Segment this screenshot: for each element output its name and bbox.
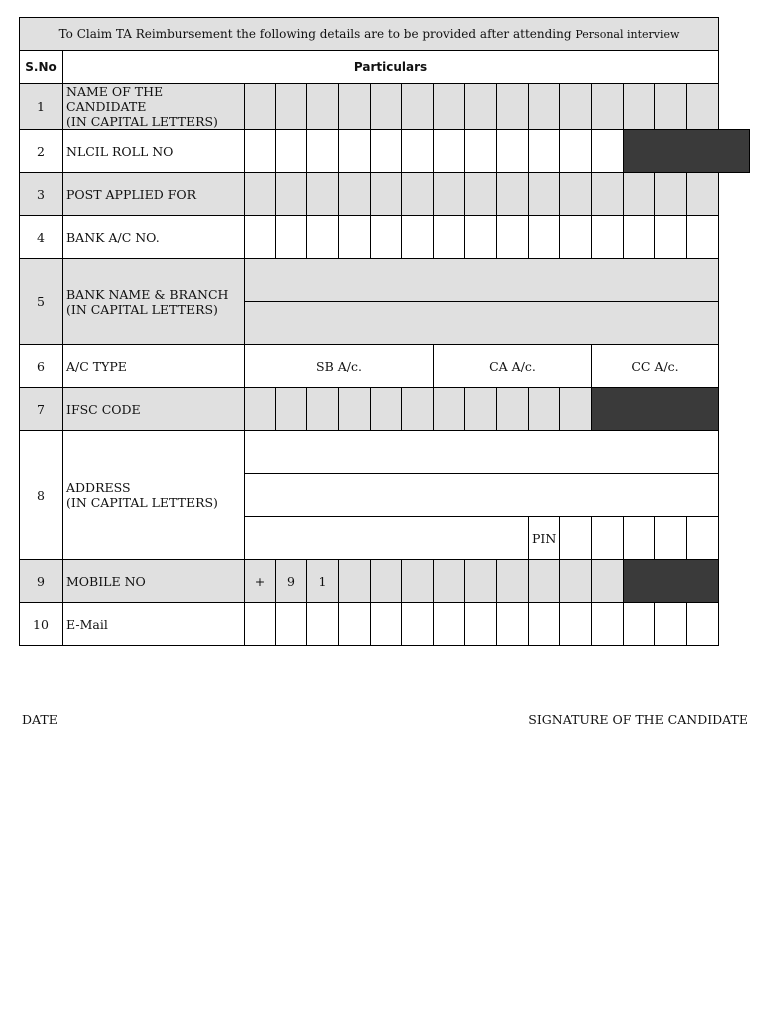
serial-number: 8 xyxy=(20,431,63,560)
entry-box[interactable] xyxy=(276,84,307,130)
entry-box[interactable] xyxy=(560,517,592,560)
entry-box[interactable] xyxy=(307,216,339,259)
entry-box[interactable] xyxy=(339,216,371,259)
field-label: E-Mail xyxy=(63,603,245,646)
entry-box[interactable] xyxy=(465,84,497,130)
entry-box[interactable] xyxy=(371,173,402,216)
entry-box[interactable] xyxy=(245,388,276,431)
entry-box[interactable] xyxy=(339,603,371,646)
field-label-note: (IN CAPITAL LETTERS) xyxy=(66,495,218,510)
entry-box[interactable] xyxy=(560,603,592,646)
entry-box[interactable] xyxy=(687,173,719,216)
entry-box[interactable] xyxy=(276,130,307,173)
entry-box[interactable] xyxy=(245,84,276,130)
entry-box[interactable] xyxy=(655,216,687,259)
entry-box[interactable] xyxy=(339,130,371,173)
entry-box[interactable] xyxy=(276,603,307,646)
entry-box[interactable] xyxy=(465,388,497,431)
entry-box[interactable] xyxy=(339,84,371,130)
entry-box[interactable] xyxy=(371,388,402,431)
entry-box[interactable] xyxy=(560,130,592,173)
entry-box[interactable] xyxy=(339,560,371,603)
entry-box[interactable] xyxy=(434,216,465,259)
entry-box[interactable] xyxy=(560,388,592,431)
entry-box[interactable] xyxy=(434,560,465,603)
entry-box[interactable] xyxy=(529,216,560,259)
entry-box[interactable] xyxy=(592,130,624,173)
ac-type-option[interactable]: SB A/c. xyxy=(245,345,434,388)
entry-box[interactable] xyxy=(497,173,529,216)
field-label: IFSC CODE xyxy=(63,388,245,431)
entry-box[interactable] xyxy=(402,84,434,130)
entry-box[interactable] xyxy=(434,388,465,431)
country-code-digit: + xyxy=(245,560,276,603)
address-line-2[interactable] xyxy=(245,474,719,517)
field-label xyxy=(63,259,245,345)
field-label: MOBILE NO xyxy=(63,560,245,603)
entry-box[interactable] xyxy=(624,173,655,216)
entry-box[interactable] xyxy=(592,84,624,130)
entry-box[interactable] xyxy=(687,84,719,130)
entry-box[interactable] xyxy=(529,388,560,431)
entry-box[interactable] xyxy=(465,603,497,646)
blocked-area xyxy=(624,130,750,173)
serial-number: 10 xyxy=(20,603,63,646)
entry-box[interactable] xyxy=(497,603,529,646)
form-row xyxy=(20,84,750,130)
serial-number: 7 xyxy=(20,388,63,431)
entry-box[interactable] xyxy=(402,130,434,173)
entry-box[interactable] xyxy=(402,560,434,603)
country-code-digit: 9 xyxy=(276,560,307,603)
entry-box[interactable] xyxy=(276,388,307,431)
sno-column-header: S.No xyxy=(20,51,63,84)
entry-box[interactable] xyxy=(402,173,434,216)
entry-box[interactable] xyxy=(339,173,371,216)
entry-box[interactable] xyxy=(371,130,402,173)
entry-box[interactable] xyxy=(655,517,687,560)
form-row xyxy=(20,431,750,474)
entry-box[interactable] xyxy=(465,560,497,603)
serial-number: 1 xyxy=(20,84,63,130)
form-row xyxy=(20,603,750,646)
entry-box[interactable] xyxy=(497,560,529,603)
blocked-area xyxy=(624,560,719,603)
entry-box[interactable] xyxy=(245,216,276,259)
entry-box[interactable] xyxy=(497,84,529,130)
entry-box[interactable] xyxy=(465,173,497,216)
entry-box[interactable] xyxy=(655,603,687,646)
entry-box[interactable] xyxy=(307,84,339,130)
entry-box[interactable] xyxy=(307,130,339,173)
field-label-line: NAME OF THE CANDIDATE xyxy=(66,84,164,114)
entry-box[interactable] xyxy=(687,603,719,646)
form-row xyxy=(20,345,750,388)
serial-number: 2 xyxy=(20,130,63,173)
form-row xyxy=(20,216,750,259)
entry-box[interactable] xyxy=(402,216,434,259)
field-label-note: (IN CAPITAL LETTERS) xyxy=(66,114,218,129)
entry-box[interactable] xyxy=(371,603,402,646)
form-row xyxy=(20,560,750,603)
header-interview: Personal interview xyxy=(575,28,680,41)
entry-box[interactable] xyxy=(687,216,719,259)
field-label-note: (IN CAPITAL LETTERS) xyxy=(66,301,218,317)
entry-box[interactable] xyxy=(434,84,465,130)
entry-box[interactable] xyxy=(402,603,434,646)
entry-box[interactable] xyxy=(592,560,624,603)
entry-box[interactable] xyxy=(529,560,560,603)
ta-reimbursement-form xyxy=(19,17,750,646)
entry-box[interactable] xyxy=(245,603,276,646)
entry-box[interactable] xyxy=(497,388,529,431)
field-label-line: BANK NAME & BRANCH xyxy=(66,286,229,302)
entry-box[interactable] xyxy=(560,216,592,259)
entry-box[interactable] xyxy=(624,84,655,130)
signature-label: SIGNATURE OF THE CANDIDATE xyxy=(528,712,748,727)
entry-box[interactable] xyxy=(560,173,592,216)
entry-box[interactable] xyxy=(655,173,687,216)
entry-box[interactable] xyxy=(529,84,560,130)
entry-box[interactable] xyxy=(434,603,465,646)
entry-box[interactable] xyxy=(434,173,465,216)
date-label: DATE xyxy=(22,712,58,727)
form-row xyxy=(20,173,750,216)
field-label: A/C TYPE xyxy=(63,345,245,388)
entry-box[interactable] xyxy=(529,130,560,173)
pin-label: PIN xyxy=(529,517,560,560)
address-line-1[interactable] xyxy=(245,431,719,474)
entry-box[interactable] xyxy=(276,173,307,216)
field-label: BANK A/C NO. xyxy=(63,216,245,259)
serial-number: 5 xyxy=(20,259,63,345)
entry-box[interactable] xyxy=(655,84,687,130)
ac-type-option[interactable]: CA A/c. xyxy=(434,345,592,388)
entry-box[interactable] xyxy=(624,517,655,560)
entry-box[interactable] xyxy=(624,216,655,259)
entry-box[interactable] xyxy=(624,603,655,646)
entry-box[interactable] xyxy=(276,216,307,259)
entry-box[interactable] xyxy=(529,173,560,216)
form-header xyxy=(20,18,719,51)
bank-name-line[interactable] xyxy=(245,259,719,302)
branch-line[interactable] xyxy=(245,302,719,345)
field-label-line: ADDRESS xyxy=(66,480,131,495)
entry-box[interactable] xyxy=(307,173,339,216)
entry-box[interactable] xyxy=(497,216,529,259)
entry-box[interactable] xyxy=(371,84,402,130)
entry-box[interactable] xyxy=(560,84,592,130)
entry-box[interactable] xyxy=(371,216,402,259)
entry-box[interactable] xyxy=(529,603,560,646)
form-row xyxy=(20,130,750,173)
field-label xyxy=(63,84,245,130)
serial-number: 3 xyxy=(20,173,63,216)
serial-number: 4 xyxy=(20,216,63,259)
entry-box[interactable] xyxy=(592,216,624,259)
header-intro: To Claim TA Reimbursement the following details are to be provided after attending xyxy=(58,27,572,41)
entry-box[interactable] xyxy=(592,517,624,560)
entry-box[interactable] xyxy=(339,388,371,431)
entry-box[interactable] xyxy=(465,130,497,173)
field-label: NLCIL ROLL NO xyxy=(63,130,245,173)
entry-box[interactable] xyxy=(497,130,529,173)
entry-box[interactable] xyxy=(307,388,339,431)
serial-number: 6 xyxy=(20,345,63,388)
serial-number: 9 xyxy=(20,560,63,603)
blocked-area xyxy=(592,388,719,431)
entry-box[interactable] xyxy=(245,130,276,173)
entry-box[interactable] xyxy=(434,130,465,173)
entry-box[interactable] xyxy=(592,603,624,646)
form-row xyxy=(20,259,750,302)
entry-box[interactable] xyxy=(307,603,339,646)
ac-type-option[interactable]: CC A/c. xyxy=(592,345,719,388)
field-label: POST APPLIED FOR xyxy=(63,173,245,216)
entry-box[interactable] xyxy=(560,560,592,603)
form-row xyxy=(20,388,750,431)
entry-box[interactable] xyxy=(465,216,497,259)
entry-box[interactable] xyxy=(402,388,434,431)
entry-box[interactable] xyxy=(245,173,276,216)
entry-box[interactable] xyxy=(687,517,719,560)
country-code-digit: 1 xyxy=(307,560,339,603)
particulars-column-header: Particulars xyxy=(63,51,719,84)
address-line-3[interactable] xyxy=(245,517,529,560)
entry-box[interactable] xyxy=(592,173,624,216)
field-label xyxy=(63,431,245,560)
entry-box[interactable] xyxy=(371,560,402,603)
